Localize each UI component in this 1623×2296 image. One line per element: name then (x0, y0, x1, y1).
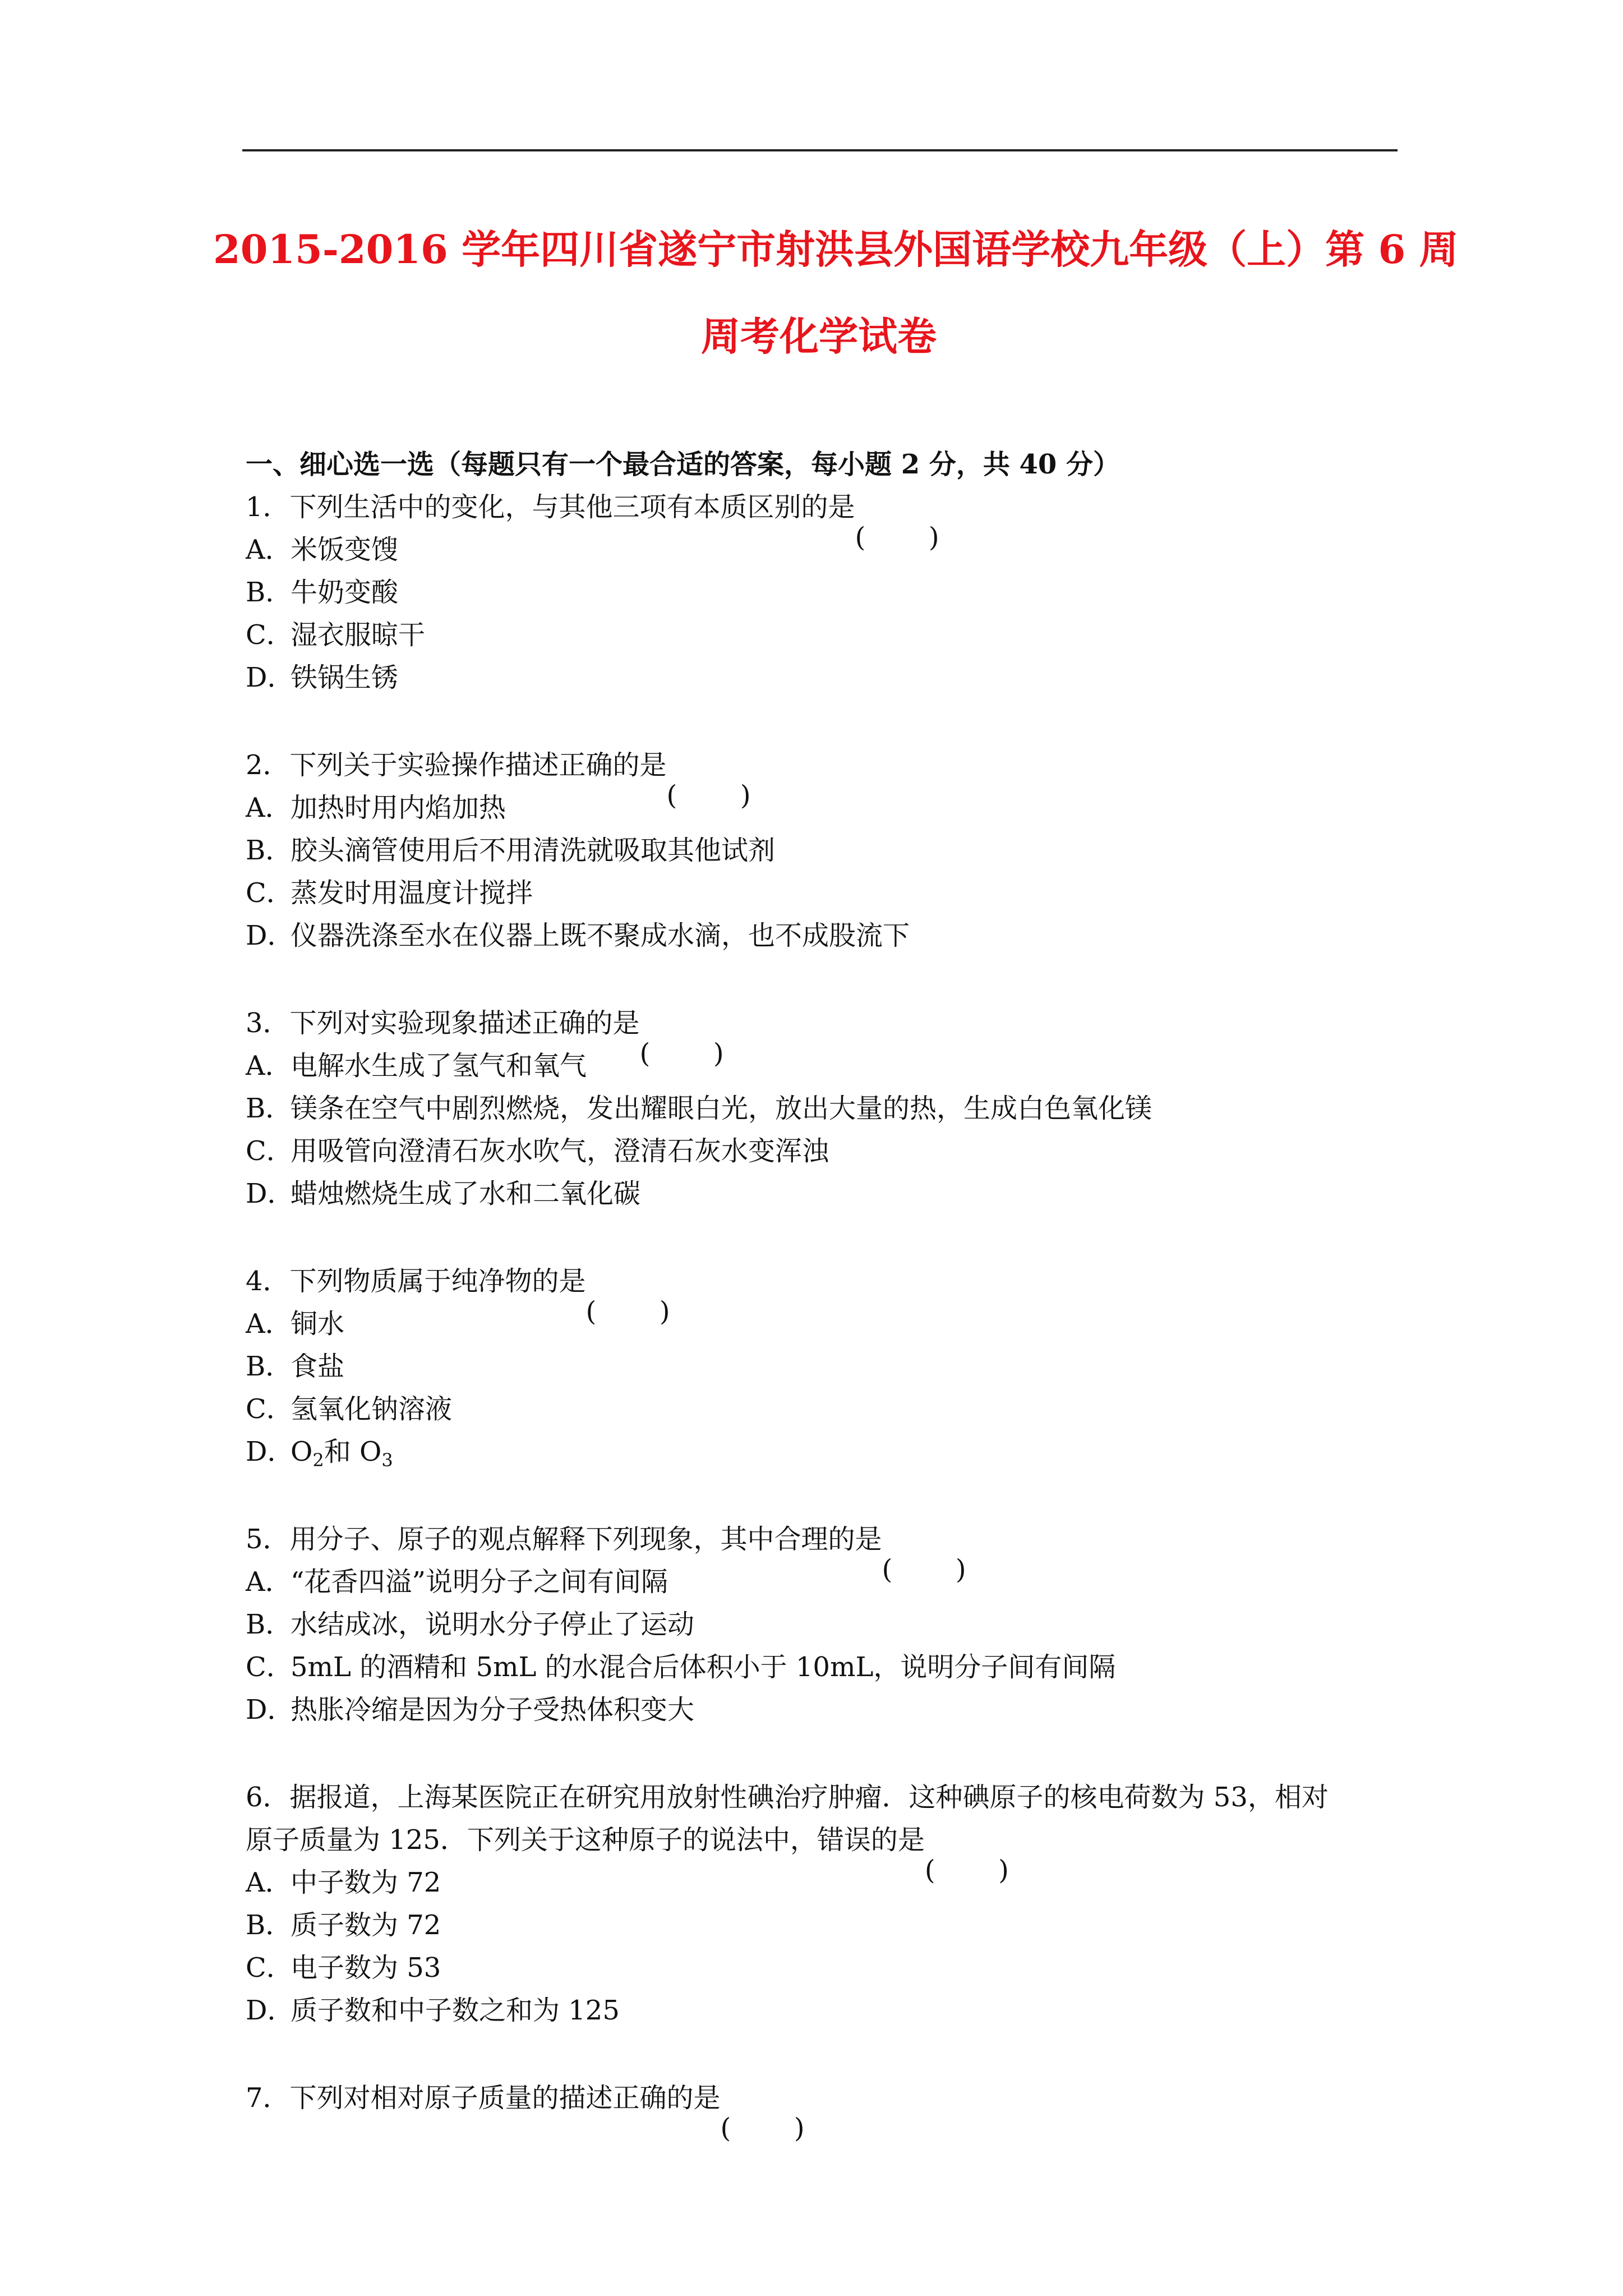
option-a: A．铜水 (246, 1308, 345, 1340)
option-d: D．热胀冷缩是因为分子受热体积变大 (246, 1694, 695, 1726)
option-b: B．胶头滴管使用后不用清洗就吸取其他试剂 (246, 835, 776, 866)
question-stem: 7．下列对相对原子质量的描述正确的是 (246, 2082, 721, 2114)
question-stem: 5．用分子、原子的观点解释下列现象，其中合理的是 (246, 1524, 882, 1555)
option-a: A．中子数为 72 (246, 1867, 441, 1898)
option-list (246, 1861, 1401, 2032)
exam-title-line-1: 2015-2016 学年四川省遂宁市射洪县外国语学校九年级（上）第 6 周 (213, 226, 1459, 273)
question-stem: 1．下列生活中的变化，与其他三项有本质区别的是 (246, 491, 855, 523)
question-stem-line-1: 6．据报道，上海某医院正在研究用放射性碘治疗肿瘤．这种碘原子的核电荷数为 53，相对 (246, 1782, 1329, 1813)
question-1 (246, 486, 1401, 699)
exam-title-line-2: 周考化学试卷 (701, 313, 937, 360)
option-b: B．牛奶变酸 (246, 577, 399, 608)
section-heading: 一、细心选一选（每题只有一个最合适的答案，每小题 2 分，共 40 分） (246, 449, 1121, 480)
question-5 (246, 1518, 1401, 1731)
question-2 (246, 744, 1401, 957)
question-3 (246, 1002, 1401, 1215)
option-c: C．5mL 的酒精和 5mL 的水混合后体积小于 10mL，说明分子间有间隔 (246, 1651, 1116, 1683)
option-list (246, 1303, 1401, 1473)
option-a: A．米饭变馊 (246, 534, 399, 565)
option-d: D．$O_2$和 $O_3$ (246, 1436, 393, 1471)
option-c: C．湿衣服晾干 (246, 619, 426, 651)
header-rule (242, 149, 1398, 151)
option-a: A．加热时用内焰加热 (246, 792, 506, 823)
option-list (246, 528, 1401, 699)
option-d: D．铁锅生锈 (246, 662, 399, 693)
question-7 (246, 2077, 1401, 2119)
exam-content (246, 443, 1401, 2164)
option-a: A．“花香四溢”说明分子之间有间隔 (246, 1566, 668, 1598)
option-c: C．氢氧化钠溶液 (246, 1393, 453, 1425)
option-c: C．用吸管向澄清石灰水吹气，澄清石灰水变浑浊 (246, 1135, 829, 1167)
option-b: B．水结成冰，说明水分子停止了运动 (246, 1609, 695, 1640)
option-d: D．质子数和中子数之和为 125 (246, 1995, 620, 2026)
question-4 (246, 1260, 1401, 1473)
option-d: D．蜡烛燃烧生成了水和二氧化碳 (246, 1178, 641, 1209)
option-b: B．质子数为 72 (246, 1910, 441, 1941)
option-d: D．仪器洗涤至水在仪器上既不聚成水滴，也不成股流下 (246, 920, 910, 951)
option-c: C．电子数为 53 (246, 1952, 441, 1984)
question-stem-line-2: 原子质量为 125．下列关于这种原子的说法中，错误的是 (246, 1824, 925, 1856)
question-stem: 4．下列物质属于纯净物的是 (246, 1266, 586, 1297)
option-b: B．食盐 (246, 1351, 345, 1382)
question-stem: 2．下列关于实验操作描述正确的是 (246, 749, 667, 781)
question-6 (246, 1776, 1401, 2032)
option-a: A．电解水生成了氢气和氧气 (246, 1050, 587, 1082)
option-b: B．镁条在空气中剧烈燃烧，发出耀眼白光，放出大量的热，生成白色氧化镁 (246, 1093, 1152, 1124)
question-stem: 3．下列对实验现象描述正确的是 (246, 1007, 640, 1039)
option-list (246, 1045, 1401, 1215)
option-list (246, 1561, 1401, 1731)
option-list (246, 786, 1401, 957)
option-c: C．蒸发时用温度计搅拌 (246, 877, 533, 909)
